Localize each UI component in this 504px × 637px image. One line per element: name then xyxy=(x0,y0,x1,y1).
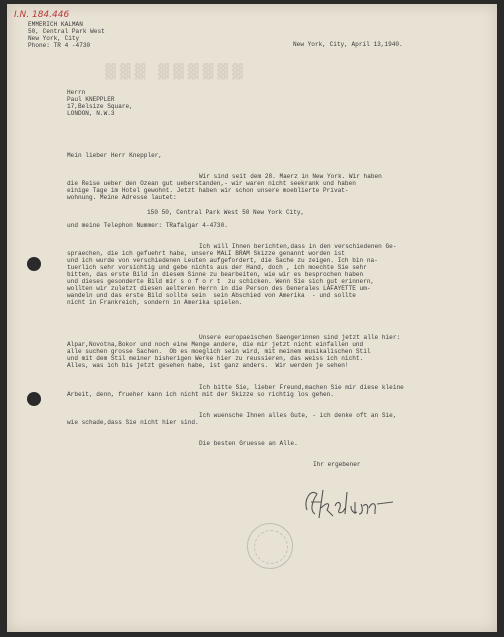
body-line: und meine Telephon Nummer: TRafalgar 4-4730. xyxy=(67,222,228,229)
body-line: alle suchen grosse Sachen. Ob es moeglich sein wird, mit meinem musikalischen Stil xyxy=(67,348,371,355)
greeting: Mein lieber Herr Kneppler, xyxy=(67,152,163,159)
recipient-city: LONDON, N.W.3 xyxy=(67,110,115,117)
body-line: Alpar,Novotna,Bokor und noch eine Menge andere, die mir jetzt nicht einfallen und xyxy=(67,341,364,348)
body-line: nicht in Frankreich, sondern in Amerika spielen. xyxy=(67,299,243,306)
sender-phone: Phone: TR 4 -4730 xyxy=(28,42,91,49)
body-line: Alles, was ich bis jetzt gesehen habe, ist ganz anders. Wir werden je sehen! xyxy=(67,362,349,369)
body-line: wandeln und das erste Bild sollte sein sein Abschied von Amerika - und sollte xyxy=(67,292,356,299)
handwritten-signature xyxy=(297,480,407,530)
body-line: wohnung. Meine Adresse lautet: xyxy=(67,194,177,201)
closing-formula: Ihr ergebener xyxy=(313,461,361,468)
address-line: 150 50, Central Park West 50 New York City, xyxy=(147,209,305,216)
body-line: Arbeit, denn, frueher kann ich nicht mit der Skizze so richtig los gehen. xyxy=(67,391,334,398)
closing-line: Die besten Gruesse an Alle. xyxy=(199,440,298,447)
body-line: Ich will Ihnen berichten,dass in den verschiedenen Ge- xyxy=(199,243,397,250)
punch-hole xyxy=(27,392,41,406)
sender-city: New York, City xyxy=(28,35,80,42)
recipient-name: Paul KNEPPLER xyxy=(67,96,115,103)
body-line: tuerlich sehr vorsichtig und gebe nichts aus der Hand, doch , ich moechte Sie sehr xyxy=(67,264,367,271)
body-line: Ich wuensche Ihnen alles Gute, - ich denke oft an Sie, xyxy=(199,412,397,419)
body-line: Ich bitte Sie, lieber Freund,machen Sie mir diese kleine xyxy=(199,384,404,391)
body-line: und dieses gesonderte Bild mir s o f o r t zu schicken. Wenn Sie sich gut erinnern, xyxy=(67,278,375,285)
faded-stamp xyxy=(247,523,293,569)
recipient-salutation: Herrn xyxy=(67,89,86,96)
recipient-street: 17,Belsize Square, xyxy=(67,103,133,110)
body-line: Wir sind seit dem 28. Maerz in New York. Wir haben xyxy=(199,173,382,180)
date-line: New York, City, April 13,1940. xyxy=(293,41,403,48)
body-line: einige Tage im Hotel gewohnt. Jetzt haben wir schon unsere moeblierte Privat- xyxy=(67,187,349,194)
letterhead-watermark: ▓▓▓ ▓▓▓▓▓▓ xyxy=(105,64,247,80)
archive-number: I.N. 184.446 xyxy=(14,10,70,20)
body-line: und ich wurde von verschiedenen Leuten aufgefordert, die Sache zu zeigen. Ich bin na- xyxy=(67,257,378,264)
body-line: wollten wir zuletzt diesen aelteren Herrn in die Person des Generales LAFAYETTE um- xyxy=(67,285,371,292)
letter-sheet xyxy=(7,4,497,632)
body-line: wie schade,dass Sie nicht hier sind. xyxy=(67,419,199,426)
sender-street: 50, Central Park West xyxy=(28,28,105,35)
body-line: und mit dem Stil meiner bisherigen Werke hier zu reussieren, das weiss ich nicht. xyxy=(67,355,364,362)
body-line: spraechen, die ich gefuehrt habe, unsere MALI BRAM Skizze genannt worden ist xyxy=(67,250,345,257)
sender-name: EMMERICH KALMAN xyxy=(28,21,83,28)
body-line: Unsere europaeischen Saengerinnen sind jetzt alle hier: xyxy=(199,334,401,341)
body-line: die Reise ueber den Ozean gut ueberstanden,- wir waren nicht seekrank und haben xyxy=(67,180,356,187)
punch-hole xyxy=(27,257,41,271)
body-line: bitten, das erste Bild in diesem Sinne zu bearbeiten, wie wir es besprochen haben xyxy=(67,271,364,278)
